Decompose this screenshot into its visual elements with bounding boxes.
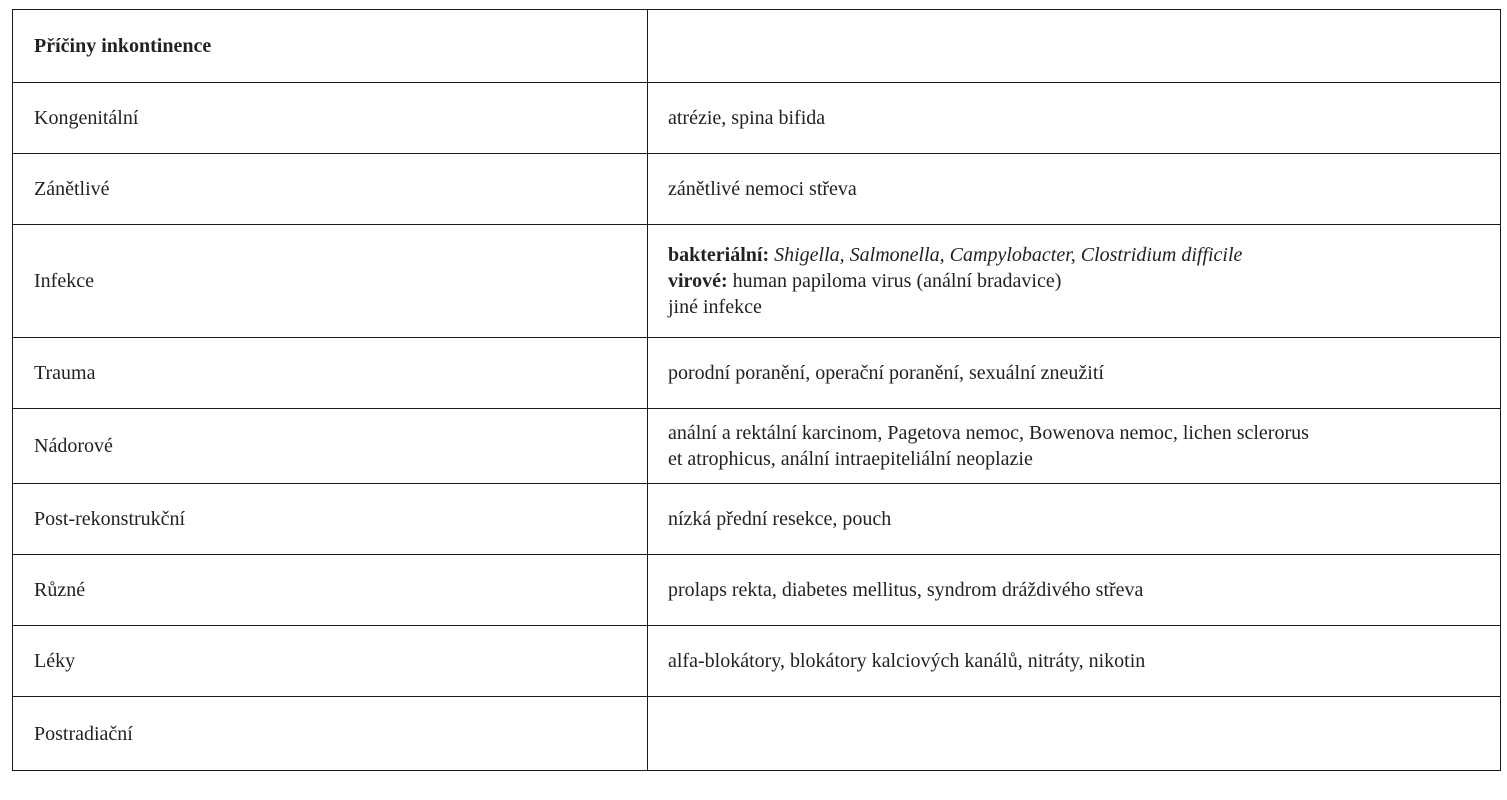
- row-value: alfa-blokátory, blokátory kalciových kanálů, nitráty, nikotin: [648, 626, 1501, 697]
- incontinence-causes-table: [12, 9, 1501, 771]
- row-value-tumors: [648, 409, 1501, 484]
- bacterial-pathogens: Shigella, Salmonella, Campylobacter, Clostridium difficile: [774, 244, 1243, 266]
- table-row: [13, 154, 1501, 225]
- row-label: Kongenitální: [13, 83, 648, 154]
- viral-label: virové:: [668, 270, 728, 292]
- row-value: nízká přední resekce, pouch: [648, 484, 1501, 555]
- table-row: [13, 409, 1501, 484]
- header-cell-causes: Příčiny inkontinence: [13, 10, 648, 83]
- table-row: [13, 338, 1501, 409]
- table-row: [13, 484, 1501, 555]
- other-infections-line: jiné infekce: [668, 296, 762, 318]
- header-cell-empty: [648, 10, 1501, 83]
- row-value: porodní poranění, operační poranění, sexuální zneužití: [648, 338, 1501, 409]
- table-row: [13, 225, 1501, 338]
- table-header-row: [13, 10, 1501, 83]
- table-row: [13, 83, 1501, 154]
- row-label: Post-rekonstrukční: [13, 484, 648, 555]
- row-value: atrézie, spina bifida: [648, 83, 1501, 154]
- row-label: Infekce: [13, 225, 648, 338]
- tumors-line-2: et atrophicus, anální intraepiteliální neoplazie: [668, 448, 1033, 470]
- row-label: Nádorové: [13, 409, 648, 484]
- row-value-infections: [648, 225, 1501, 338]
- row-value: [648, 697, 1501, 771]
- bacterial-line: [668, 242, 1500, 268]
- row-value: prolaps rekta, diabetes mellitus, syndrom dráždivého střeva: [648, 555, 1501, 626]
- table-row: [13, 626, 1501, 697]
- row-label: Léky: [13, 626, 648, 697]
- row-label: Postradiační: [13, 697, 648, 771]
- tumors-line-1: anální a rektální karcinom, Pagetova nemoc, Bowenova nemoc, lichen sclerorus: [668, 422, 1309, 444]
- row-label: Různé: [13, 555, 648, 626]
- row-label: Zánětlivé: [13, 154, 648, 225]
- table-row: [13, 555, 1501, 626]
- row-value: zánětlivé nemoci střeva: [648, 154, 1501, 225]
- table-row: [13, 697, 1501, 771]
- bacterial-label: bakteriální:: [668, 244, 770, 266]
- viral-value: human papiloma virus (anální bradavice): [732, 270, 1062, 292]
- row-label: Trauma: [13, 338, 648, 409]
- viral-line: [668, 268, 1500, 294]
